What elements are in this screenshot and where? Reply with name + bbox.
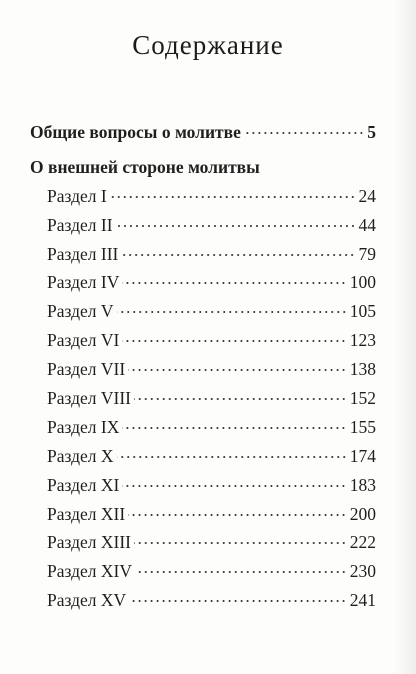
toc-entry-label: Раздел I	[47, 185, 107, 206]
toc-entry	[30, 557, 376, 586]
toc-entry-label: Раздел X	[47, 445, 114, 466]
dot-leader	[128, 514, 347, 516]
toc-entry-label: Раздел XIII	[47, 532, 131, 553]
toc-entry-label: Раздел XV	[47, 590, 127, 611]
dot-leader	[116, 225, 356, 227]
dot-leader	[122, 485, 346, 487]
toc-page-number: 79	[358, 243, 376, 264]
toc-entry	[30, 442, 376, 471]
toc-entry	[30, 182, 376, 211]
toc-page-number: 152	[349, 388, 376, 409]
toc-page-number: 105	[349, 301, 376, 322]
toc-entry	[30, 586, 376, 615]
toc-entry	[30, 500, 376, 529]
toc-entry	[30, 240, 376, 269]
page-gutter-shadow	[394, 0, 416, 674]
toc-page-number: 155	[349, 416, 376, 437]
toc-page-number: 241	[349, 590, 376, 611]
toc-entry-label: Раздел IV	[47, 272, 120, 293]
dot-leader	[134, 542, 347, 544]
toc-section-external	[30, 153, 376, 182]
toc-page-number: 5	[367, 122, 376, 142]
toc-entry	[30, 384, 376, 413]
dot-leader	[135, 571, 347, 573]
dot-leader	[244, 132, 364, 134]
toc-entry-label: Раздел III	[47, 243, 119, 264]
toc-page-number: 183	[349, 474, 376, 495]
toc-page-number: 174	[349, 445, 376, 466]
table-of-contents	[30, 118, 376, 615]
toc-entry	[30, 297, 376, 326]
toc-page-number: 230	[349, 561, 376, 582]
toc-entry-label: Раздел XII	[47, 503, 126, 524]
dot-leader	[121, 254, 355, 256]
toc-section-general	[30, 118, 376, 147]
toc-entry-label: Раздел VII	[47, 359, 126, 380]
toc-entry	[30, 528, 376, 557]
toc-page-number: 138	[349, 359, 376, 380]
toc-entry-label: Раздел IX	[47, 416, 120, 437]
toc-entry-label: Раздел VIII	[47, 388, 131, 409]
toc-entry-label: Раздел VI	[47, 330, 120, 351]
dot-leader	[134, 398, 347, 400]
dot-leader	[117, 456, 347, 458]
toc-page-number: 123	[349, 330, 376, 351]
toc-entry	[30, 471, 376, 500]
toc-entry	[30, 413, 376, 442]
toc-entry-label: Раздел XI	[47, 474, 120, 495]
dot-leader	[129, 600, 347, 602]
toc-page-number: 222	[349, 532, 376, 553]
page-title: Содержание	[132, 30, 284, 60]
dot-leader	[122, 427, 346, 429]
toc-entry-label: Раздел II	[47, 214, 113, 235]
toc-entry	[30, 211, 376, 240]
dot-leader	[117, 311, 347, 313]
toc-entry	[30, 355, 376, 384]
toc-entry-label: Раздел XIV	[47, 561, 132, 582]
toc-page-number: 24	[358, 185, 376, 206]
toc-page-number: 200	[349, 503, 376, 524]
toc-entry	[30, 326, 376, 355]
toc-section-label: Общие вопросы о молитве	[30, 122, 241, 142]
toc-entries	[30, 182, 376, 615]
dot-leader	[122, 340, 346, 342]
toc-page-number: 100	[349, 272, 376, 293]
dot-leader	[128, 369, 347, 371]
dot-leader	[110, 196, 356, 198]
dot-leader	[122, 282, 346, 284]
toc-page-number: 44	[358, 214, 376, 235]
toc-entry-label: Раздел V	[47, 301, 114, 322]
toc-section-label: О внешней стороне молитвы	[30, 156, 260, 177]
toc-entry	[30, 268, 376, 297]
